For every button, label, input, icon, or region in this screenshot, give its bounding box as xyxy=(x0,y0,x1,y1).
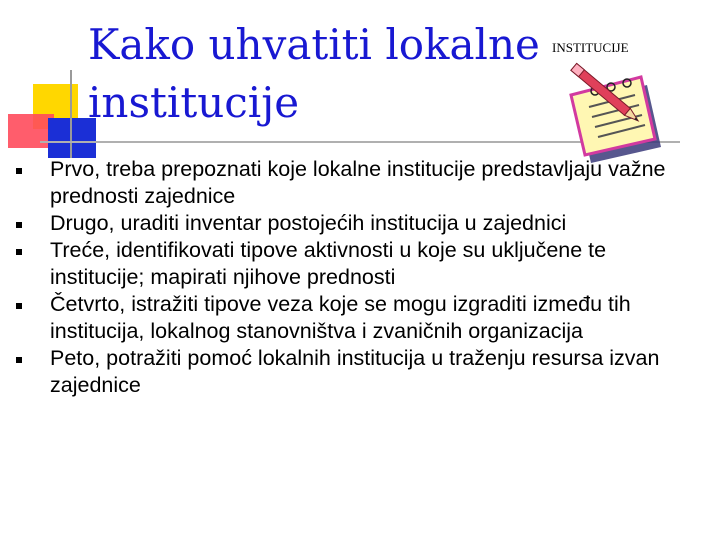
list-item xyxy=(16,291,706,345)
bullet-square-icon xyxy=(16,168,22,174)
bullet-square-icon xyxy=(16,303,22,309)
slide-title-line-1: Kako uhvatiti lokalne xyxy=(88,20,540,69)
bullet-square-icon xyxy=(16,249,22,255)
decor-vertical-line xyxy=(70,70,72,158)
clipart-label: INSTITUCIJE xyxy=(552,40,629,55)
bullet-text: Peto, potražiti pomoć lokalnih institucija u traženju resursa izvan zajednice xyxy=(50,346,660,397)
bullet-square-icon xyxy=(16,222,22,228)
bullet-text: Prvo, treba prepoznati koje lokalne institucije predstavljaju važne prednosti zajednice xyxy=(50,157,666,208)
bullet-list xyxy=(16,156,706,399)
bullet-square-icon xyxy=(16,357,22,363)
slide-title-line-2: institucije xyxy=(88,78,300,127)
list-item xyxy=(16,156,706,210)
bullet-text: Treće, identifikovati tipove aktivnosti u koje su uključene te institucije; mapirati njihove prednosti xyxy=(50,238,607,289)
list-item xyxy=(16,210,706,237)
notepad-pencil-icon xyxy=(555,55,670,165)
list-item xyxy=(16,237,706,291)
bullet-text: Četvrto, istražiti tipove veza koje se mogu izgraditi između tih institucija, lokalnog stanovništva i zvaničnih organizacija xyxy=(50,292,631,343)
bullet-text: Drugo, uraditi inventar postojećih institucija u zajednici xyxy=(50,211,567,235)
slide-title xyxy=(88,16,540,132)
list-item xyxy=(16,345,706,399)
